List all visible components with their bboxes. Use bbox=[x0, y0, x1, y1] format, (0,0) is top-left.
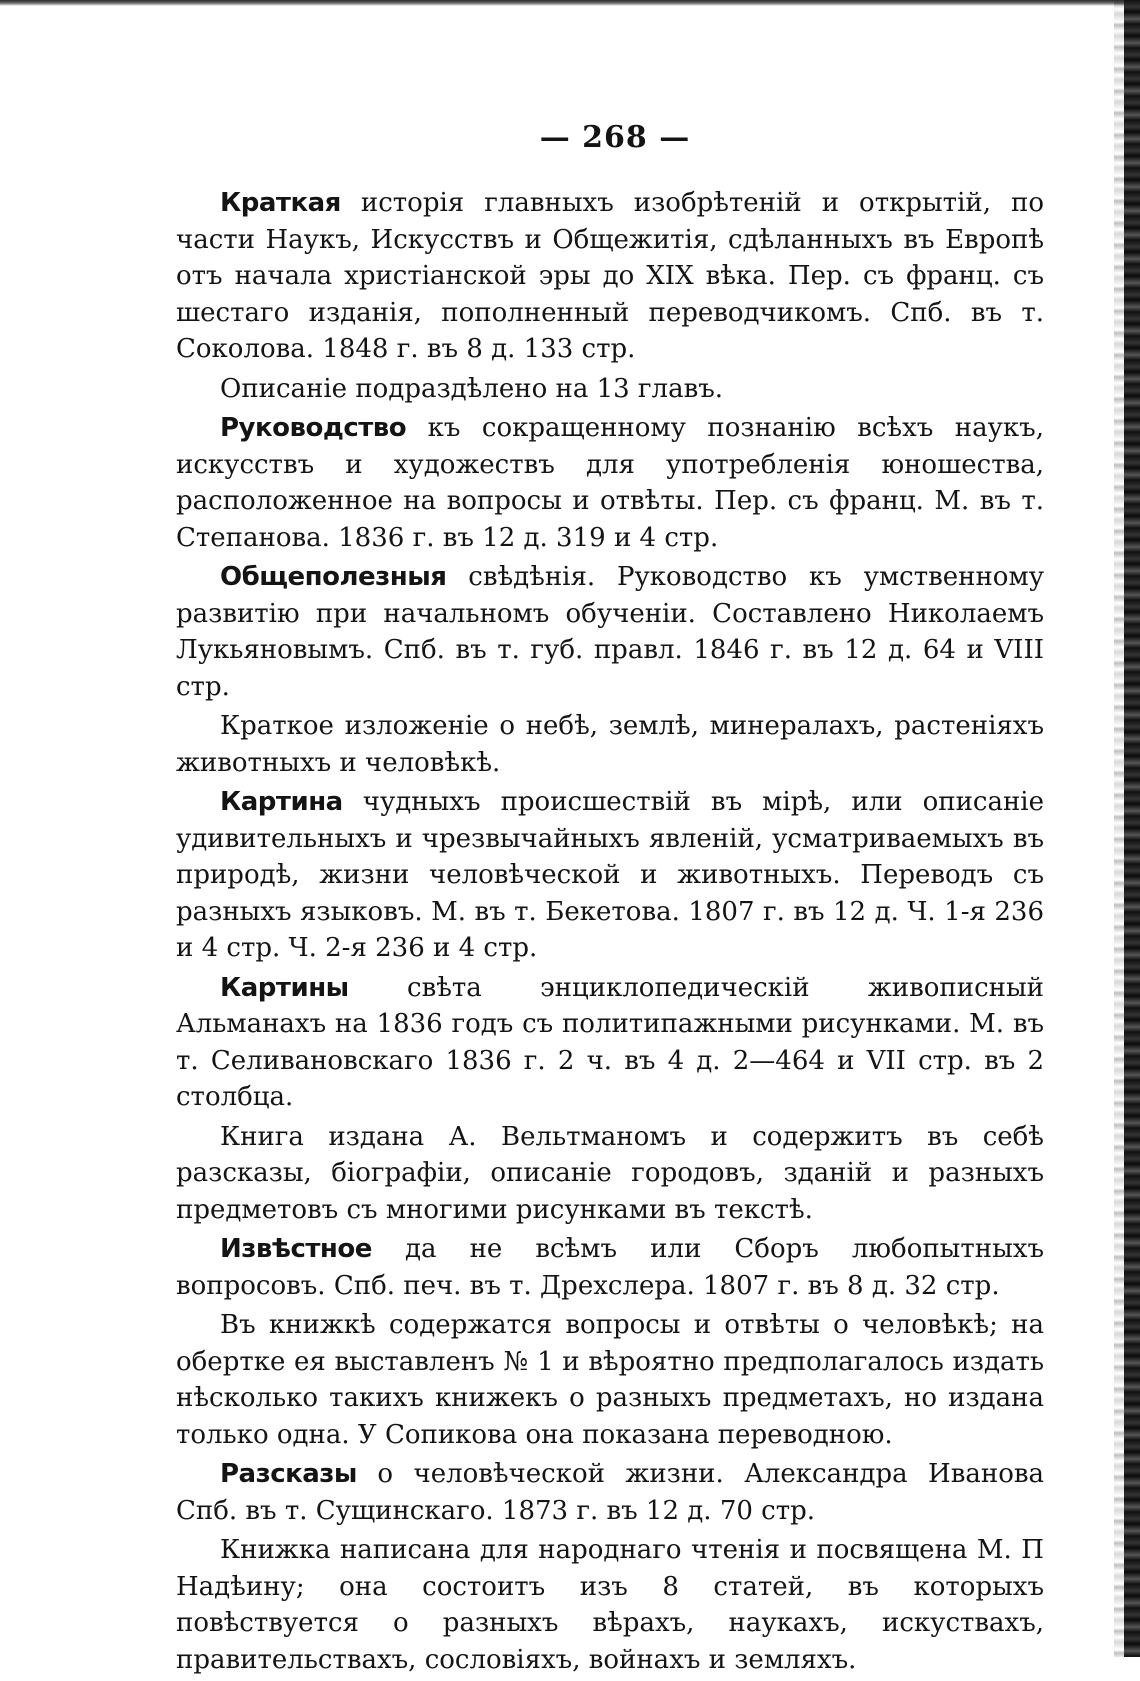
entry-title-word: Разсказы bbox=[220, 1459, 357, 1489]
page-binding-shadow bbox=[1114, 0, 1124, 1657]
entry-title-word: Извѣстное bbox=[220, 1234, 372, 1264]
entry-paragraph bbox=[176, 1456, 1044, 1529]
entry-text: да не всѣмъ или Сборъ любопытныхъ вопросовъ. Спб. печ. въ т. Дрехслера. 1807 г. въ 8 д. 32 стр. bbox=[176, 1234, 1044, 1301]
note-text: Книжка написана для народнаго чтенія и посвящена М. П Надѣину; она состоитъ изъ 8 статей, въ которыхъ повѣствуется о разныхъ вѣрахъ, наукахъ, искуствахъ, правительствахъ, сословіяхъ, войнахъ и земляхъ. bbox=[176, 1535, 1044, 1675]
entry-title-word: Краткая bbox=[220, 188, 341, 218]
entry-title-word: Общеполезныя bbox=[220, 562, 447, 592]
note-text: Краткое изложеніе о небѣ, землѣ, минералахъ, растеніяхъ животныхъ и человѣкѣ. bbox=[176, 711, 1044, 778]
note-paragraph bbox=[176, 371, 1044, 408]
entry-paragraph bbox=[176, 784, 1044, 967]
entry-text: о человѣческой жизни. Александра Иванова Спб. въ т. Сущинскаго. 1873 г. въ 12 д. 70 стр. bbox=[176, 1459, 1044, 1526]
note-paragraph bbox=[176, 1119, 1044, 1229]
entry-text: чудныхъ происшествій въ мірѣ, или описаніе удивительныхъ и чрезвычайныхъ явленій, усматриваемыхъ въ природѣ, жизни человѣческой и животныхъ. Переводъ съ разныхъ языковъ. М. въ т. Бекетова. 1807 г. въ 12 д. Ч. 1-я 236 и 4 стр. Ч. 2-я 236 и 4 стр. bbox=[176, 787, 1044, 963]
entry-title-word: Картины bbox=[220, 972, 349, 1003]
note-text: Описаніе подраздѣлено на 13 главъ. bbox=[220, 373, 724, 404]
entry-text: свѣдѣнія. Руководство къ умственному развитію при начальномъ обученіи. Составлено Николаемъ Лукьяновымъ. Спб. въ т. губ. правл. 1846 г. въ 12 д. 64 и VIII стр. bbox=[176, 562, 1044, 702]
note-paragraph bbox=[176, 1532, 1044, 1678]
entry-paragraph bbox=[176, 970, 1044, 1116]
page-body bbox=[176, 185, 1044, 1681]
entry-title-word: Руководство bbox=[220, 413, 407, 443]
note-text: Въ книжкѣ содержатся вопросы и отвѣты о человѣкѣ; на обертке ея выставленъ № 1 и вѣроятно предполагалось издать нѣсколько такихъ книжекъ о разныхъ предметахъ, но издана только одна. У Сопикова она показана переводною. bbox=[176, 1310, 1044, 1450]
entry-text: свѣта энциклопедическій живописный Альманахъ на 1836 годъ съ политипажными рисунками. М. въ т. Селивановскаго 1836 г. 2 ч. въ 4 д. 2—464 и VII стр. въ 2 столбца. bbox=[176, 972, 1044, 1112]
entry-paragraph bbox=[176, 185, 1044, 368]
note-text: Книга издана А. Вельтманомъ и содержитъ въ себѣ разсказы, біографіи, описаніе городовъ, зданій и разныхъ предметовъ съ многими рисунками въ текстѣ. bbox=[176, 1121, 1044, 1225]
entry-paragraph bbox=[176, 1231, 1044, 1304]
note-paragraph bbox=[176, 1307, 1044, 1453]
entry-paragraph bbox=[176, 559, 1044, 705]
entry-text: къ сокращенному познанію всѣхъ наукъ, искусствъ и художествъ для употребленія юношества, расположенное на вопросы и отвѣты. Пер. съ франц. М. въ т. Степанова. 1836 г. въ 12 д. 319 и 4 стр. bbox=[176, 413, 1044, 553]
entry-paragraph bbox=[176, 410, 1044, 556]
page-binding-edge bbox=[1124, 0, 1140, 1657]
page-top-edge bbox=[0, 0, 1140, 6]
entry-text: исторія главныхъ изобрѣтеній и открытій, по части Наукъ, Искусствъ и Общежитія, сдѣланныхъ въ Европѣ отъ начала христіанской эры до XIX вѣка. Пер. съ франц. съ шестаго изданія, пополненный переводчикомъ. Спб. въ т. Соколова. 1848 г. въ 8 д. 133 стр. bbox=[176, 188, 1044, 364]
entry-title-word: Картина bbox=[220, 787, 343, 817]
page-number: — 268 — bbox=[539, 120, 691, 155]
note-paragraph bbox=[176, 708, 1044, 781]
